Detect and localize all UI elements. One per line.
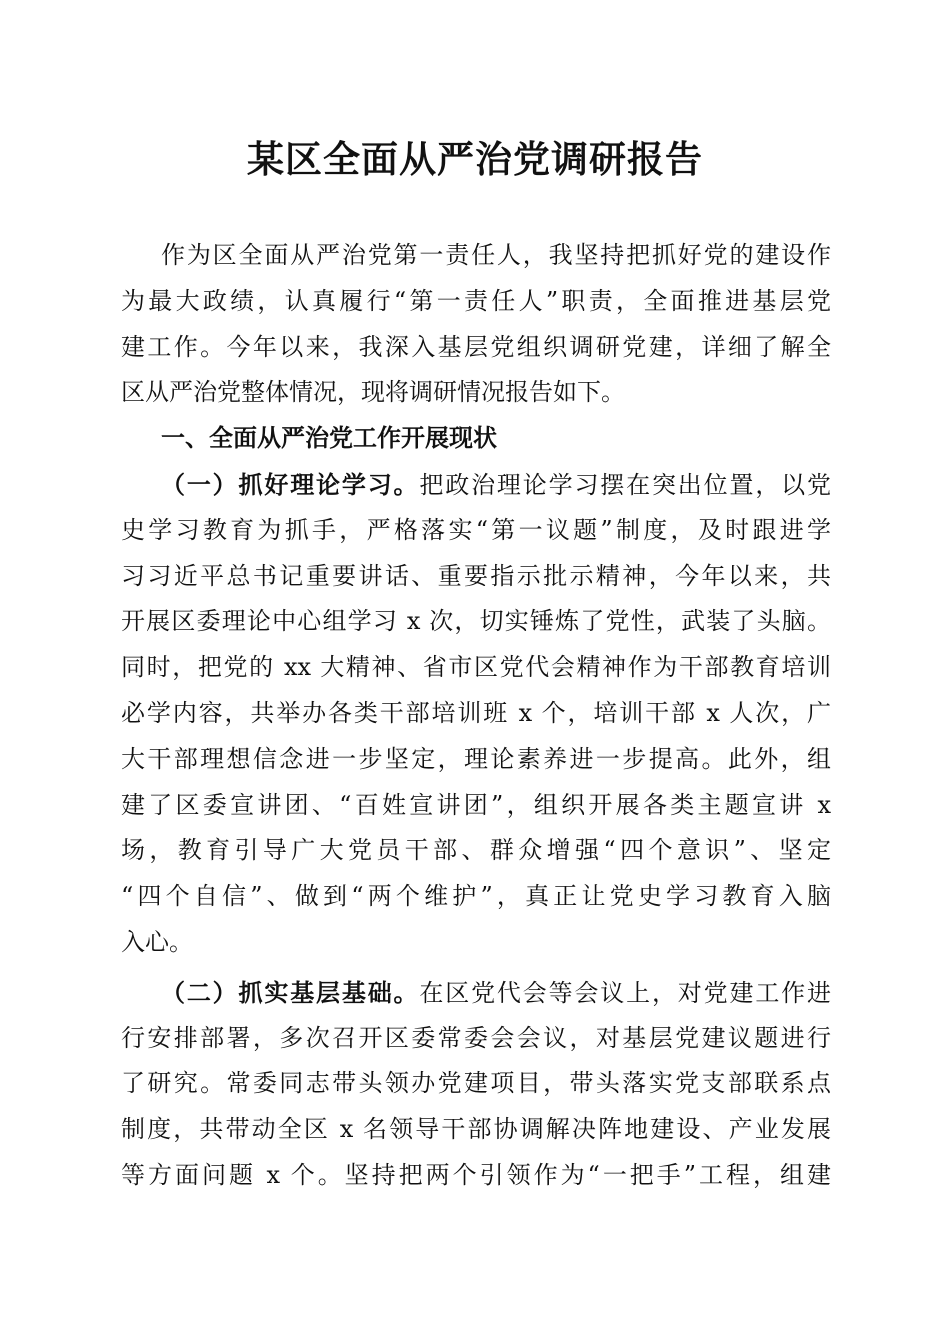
item1-line: 大干部理想信念进一步坚定，理论素养进一步提高。此外，组 <box>121 744 831 773</box>
item2-first-line <box>121 970 831 1016</box>
item1-line: 习习近平总书记重要讲话、重要指示批示精神，今年以来，共 <box>121 561 831 590</box>
item2-lead: （二）抓实基层基础。 <box>161 977 420 1007</box>
section-heading: 一、全面从严治党工作开展现状 <box>161 424 497 453</box>
item1-line: 建了区委宣讲团、“百姓宣讲团”，组织开展各类主题宣讲 x <box>121 790 831 819</box>
intro-line: 区从严治党整体情况，现将调研情况报告如下。 <box>121 378 625 407</box>
item1-line: 场，教育引导广大党员干部、群众增强“四个意识”、坚定 <box>121 836 831 865</box>
item2-line: 行安排部署，多次召开区委常委会会议，对基层党建议题进行 <box>121 1023 831 1052</box>
item1-line: 必学内容，共举办各类干部培训班 x 个，培训干部 x 人次，广 <box>121 698 831 727</box>
item2-line: 制度，共带动全区 x 名领导干部协调解决阵地建设、产业发展 <box>121 1115 831 1144</box>
item1-line: 开展区委理论中心组学习 x 次，切实锤炼了党性，武装了头脑。 <box>121 607 831 636</box>
item2-line: 了研究。常委同志带头领办党建项目，带头落实党支部联系点 <box>121 1069 831 1098</box>
item1-line: “四个自信”、做到“两个维护”，真正让党史学习教育入脑 <box>121 882 831 911</box>
item1-first-line <box>121 462 831 508</box>
intro-line: 作为区全面从严治党第一责任人，我坚持把抓好党的建设作 <box>161 241 831 269</box>
item1-line: 入心。 <box>121 927 193 956</box>
intro-line: 为最大政绩，认真履行“第一责任人”职责，全面推进基层党 <box>121 286 831 315</box>
document-body <box>121 233 831 1199</box>
item1-line: 同时，把党的 xx 大精神、省市区党代会精神作为干部教育培训 <box>121 653 831 682</box>
intro-line: 建工作。今年以来，我深入基层党组织调研党建，详细了解全 <box>121 332 831 361</box>
item1-lead: （一）抓好理论学习。 <box>161 469 420 499</box>
item1-line: 史学习教育为抓手，严格落实“第一议题”制度，及时跟进学 <box>121 515 831 544</box>
item2-line: 等方面问题 x 个。坚持把两个引领作为“一把手”工程，组建 <box>121 1160 831 1189</box>
document-title: 某区全面从严治党调研报告 <box>247 138 703 181</box>
item1-first-rest: 把政治理论学习摆在突出位置，以党 <box>419 470 832 499</box>
item2-first-rest: 在区党代会等会议上，对党建工作进 <box>419 978 832 1007</box>
